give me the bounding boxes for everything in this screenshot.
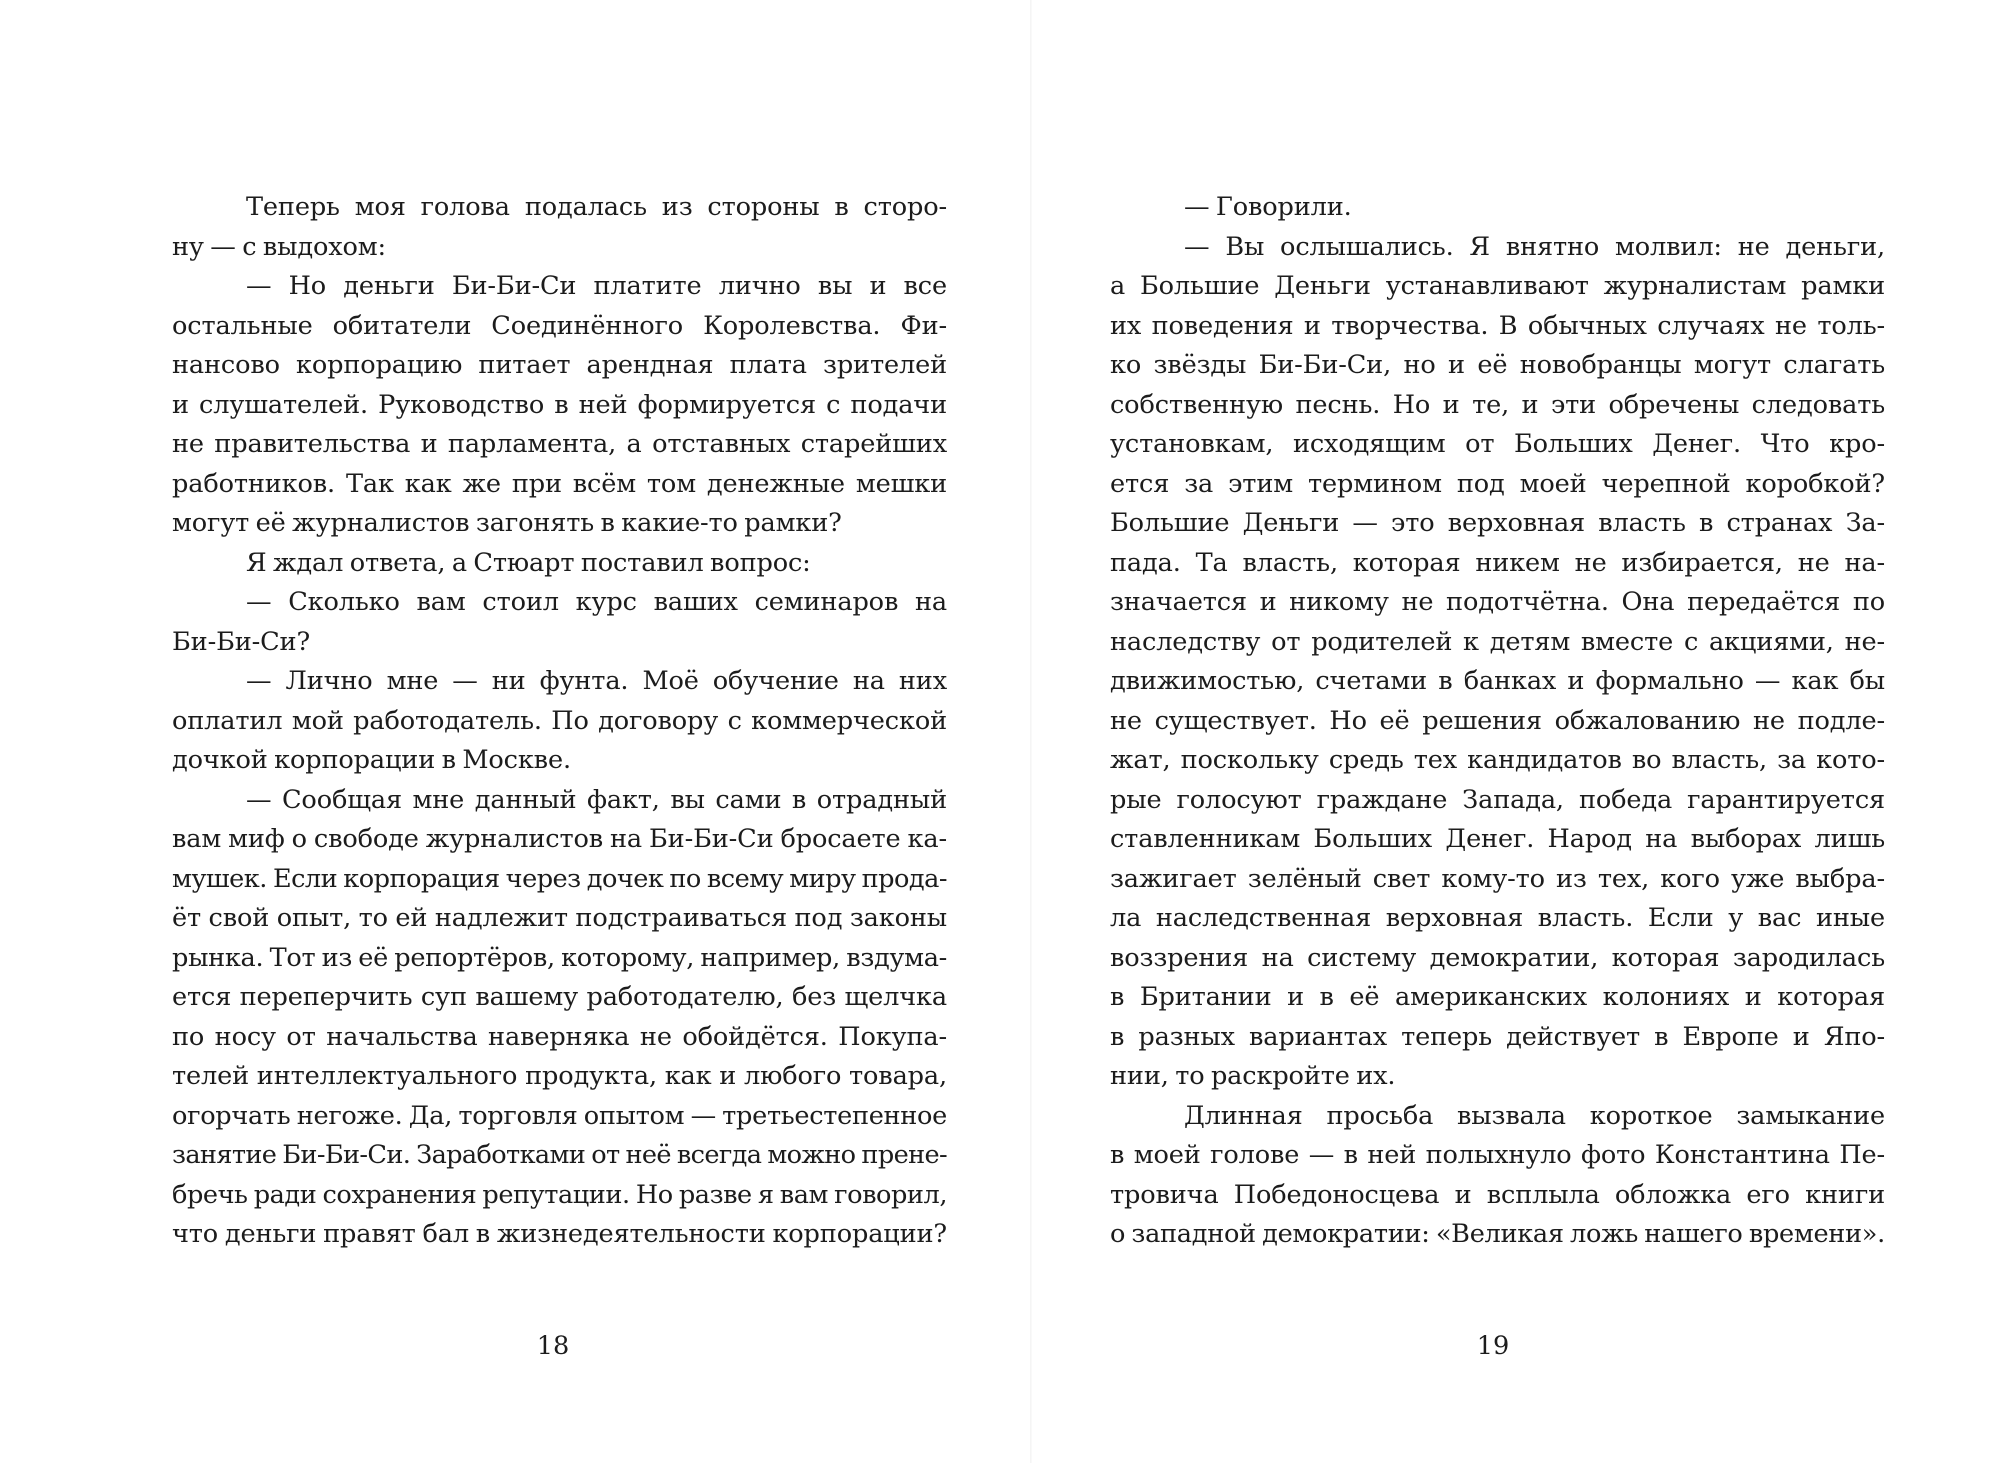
- text-line: оплатил мой работодатель. По договору с коммерческой: [172, 705, 947, 736]
- text-line: движимостью, счетами в банках и формально — как бы: [1110, 666, 1885, 696]
- text-line: — Сколько вам стоил курс ваших семинаров на: [246, 587, 947, 617]
- text-line: ется переперчить суп вашему работодателю, без щелчка: [172, 982, 947, 1012]
- page-number-right: 19: [1476, 1331, 1510, 1361]
- text-line: по носу от начальства наверняка не обойдётся. Покупа-: [172, 1021, 947, 1052]
- text-line: наследству от родителей к детям вместе с акциями, не-: [1110, 626, 1885, 657]
- text-line: занятие Би-Би-Си. Заработками от неё всегда можно прене-: [172, 1140, 947, 1170]
- text-line: вам миф о свободе журналистов на Би-Би-Си бросаете ка-: [172, 824, 947, 854]
- text-line: тровича Победоносцева и всплыла обложка его книги: [1110, 1179, 1885, 1210]
- text-line: рынка. Тот из её репортёров, которому, например, вздума-: [172, 942, 947, 973]
- text-line: нансово корпорацию питает арендная плата зрителей: [172, 350, 947, 380]
- text-line: в моей голове — в ней полыхнуло фото Константина Пе-: [1110, 1140, 1885, 1170]
- text-line: их поведения и творчества. В обычных случаях не толь-: [1110, 310, 1885, 341]
- text-line: — Но деньги Би-Би-Си платите лично вы и все: [246, 271, 947, 301]
- text-line: не правительства и парламента, а отставных старейших: [172, 429, 947, 459]
- text-line: рые голосуют граждане Запада, победа гарантируется: [1110, 784, 1885, 815]
- text-line: пада. Та власть, которая никем не избирается, не на-: [1110, 547, 1885, 578]
- text-line: установкам, исходящим от Больших Денег. Что кро-: [1110, 429, 1885, 459]
- text-line: в Британии и в её американских колониях и которая: [1110, 982, 1885, 1012]
- text-line: значается и никому не подотчётна. Она передаётся по: [1110, 587, 1885, 617]
- text-line: и слушателей. Руководство в ней формируется с подачи: [172, 389, 947, 420]
- text-line: — Лично мне — ни фунта. Моё обучение на них: [246, 666, 947, 696]
- text-line: — Вы ослышались. Я внятно молвил: не деньги,: [1184, 231, 1885, 262]
- right-page-text: [1110, 188, 1885, 1255]
- text-line: ко звёзды Би-Би-Си, но и её новобранцы могут слагать: [1110, 350, 1885, 380]
- text-line: — Сообщая мне данный факт, вы сами в отрадный: [246, 784, 947, 815]
- text-line: Длинная просьба вызвала короткое замыкание: [1184, 1100, 1885, 1131]
- text-line: Большие Деньги — это верховная власть в странах За-: [1110, 508, 1885, 538]
- text-line: дочкой корпорации в Москве.: [172, 745, 571, 775]
- text-line: могут её журналистов загонять в какие-то рамки?: [172, 508, 842, 538]
- left-page: [172, 188, 947, 1255]
- text-line: ла наследственная верховная власть. Если у вас иные: [1110, 903, 1885, 933]
- text-line: Теперь моя голова подалась из стороны в сторо-: [246, 192, 947, 222]
- left-page-text: [172, 188, 947, 1255]
- text-line: огорчать негоже. Да, торговля опытом — третьестепенное: [172, 1100, 947, 1131]
- right-page: [1110, 188, 1885, 1255]
- text-line: ну — с выдохом:: [172, 231, 387, 262]
- page-number-left: 18: [536, 1331, 570, 1361]
- text-line: жат, поскольку средь тех кандидатов во власть, за кото-: [1110, 745, 1885, 775]
- text-line: в разных вариантах теперь действует в Европе и Япо-: [1110, 1021, 1885, 1052]
- text-line: остальные обитатели Соединённого Королевства. Фи-: [172, 310, 947, 341]
- text-line: собственную песнь. Но и те, и эти обречены следовать: [1110, 389, 1885, 420]
- text-line: Би-Би-Си?: [172, 626, 311, 657]
- text-line: ёт свой опыт, то ей надлежит подстраиваться под законы: [172, 903, 947, 933]
- text-line: — Говорили.: [1184, 192, 1352, 222]
- text-line: ставленникам Больших Денег. Народ на выборах лишь: [1110, 824, 1885, 854]
- text-line: Я ждал ответа, а Стюарт поставил вопрос:: [246, 547, 811, 578]
- text-line: зажигает зелёный свет кому-то из тех, кого уже выбра-: [1110, 863, 1885, 894]
- book-gutter: [1030, 0, 1032, 1463]
- text-line: работников. Так как же при всём том денежные мешки: [172, 468, 947, 499]
- text-line: бречь ради сохранения репутации. Но разве я вам говорил,: [172, 1179, 947, 1210]
- text-line: что деньги правят бал в жизнедеятельности корпорации?: [172, 1219, 947, 1249]
- text-line: телей интеллектуального продукта, как и любого товара,: [172, 1061, 947, 1091]
- text-line: не существует. Но её решения обжалованию не подле-: [1110, 705, 1885, 736]
- text-line: ется за этим термином под моей черепной коробкой?: [1110, 468, 1885, 499]
- text-line: нии, то раскройте их.: [1110, 1061, 1396, 1091]
- text-line: мушек. Если корпорация через дочек по всему миру прода-: [172, 863, 947, 894]
- text-line: а Большие Деньги устанавливают журналистам рамки: [1110, 271, 1885, 301]
- text-line: о западной демократии: «Великая ложь нашего времени».: [1110, 1219, 1885, 1249]
- text-line: воззрения на систему демократии, которая зародилась: [1110, 942, 1885, 973]
